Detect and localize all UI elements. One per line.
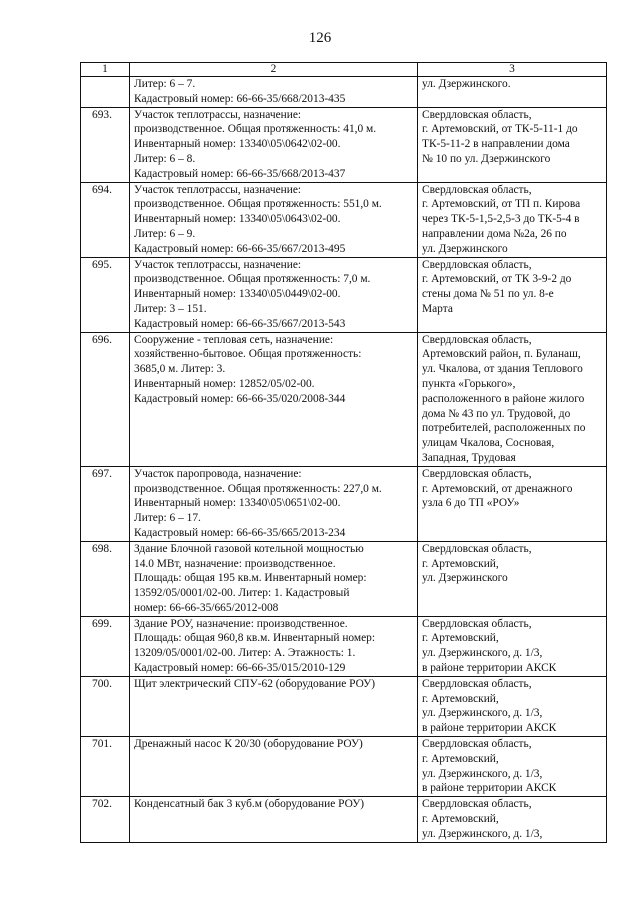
address-line: № 10 по ул. Дзержинского	[422, 152, 551, 165]
description-line: Литер: 6 – 8.	[134, 152, 196, 165]
column-header: 1	[81, 63, 130, 77]
description-line: Инвентарный номер: 13340\05\0449\02-00.	[134, 288, 341, 301]
address-line: в районе территории АКСК	[422, 782, 557, 795]
row-number: 699.	[81, 616, 130, 676]
address-line: потребителей, расположенных по	[422, 422, 586, 435]
description-line: хозяйственно-бытовое. Общая протяженность:	[134, 348, 362, 361]
address-line: Артемовский район, п. Буланаш,	[422, 348, 581, 361]
description-line: Инвентарный номер: 13340\05\0651\02-00.	[134, 497, 341, 510]
description-line: Литер: 6 – 17.	[134, 512, 201, 525]
description-line: Участок теплотрассы, назначение:	[134, 108, 302, 121]
table-row	[81, 541, 607, 616]
address-line: улицам Чкалова, Сосновая,	[422, 437, 555, 450]
address-line: через ТК-5-1,5-2,5-3 до ТК-5-4 в	[422, 213, 580, 226]
description-line: Кадастровый номер: 66-66-35/665/2013-234	[134, 526, 346, 539]
object-address	[418, 107, 607, 182]
object-address	[418, 676, 607, 736]
description-line: Литер: 6 – 9.	[134, 227, 196, 240]
object-address	[418, 797, 607, 842]
address-line: г. Артемовский,	[422, 813, 499, 826]
property-table	[80, 62, 607, 843]
description-line: Участок паропровода, назначение:	[134, 467, 302, 480]
address-line: направлении дома №2а, 26 по	[422, 227, 567, 240]
address-line: узла 6 до ТП «РОУ»	[422, 497, 520, 510]
description-line: Площадь: общая 960,8 кв.м. Инвентарный номер:	[134, 632, 376, 645]
address-line: ул. Дзержинского, д. 1/3,	[422, 767, 543, 780]
table-row	[81, 107, 607, 182]
address-line: Свердловская область,	[422, 542, 532, 555]
table-row	[81, 332, 607, 466]
row-number	[81, 77, 130, 108]
address-line: Марта	[422, 302, 453, 315]
object-description	[130, 676, 418, 736]
object-address	[418, 332, 607, 466]
address-line: г. Артемовский,	[422, 632, 499, 645]
table-row	[81, 257, 607, 332]
object-address	[418, 182, 607, 257]
table-row	[81, 77, 607, 108]
description-line: производственное. Общая протяженность: 7,0 м.	[134, 273, 371, 286]
address-line: г. Артемовский, от ТК 3-9-2 до	[422, 273, 572, 286]
row-number: 698.	[81, 541, 130, 616]
object-description	[130, 332, 418, 466]
description-line: Инвентарный номер: 13340\05\0643\02-00.	[134, 213, 341, 226]
object-description	[130, 541, 418, 616]
row-number: 697.	[81, 466, 130, 541]
address-line: Свердловская область,	[422, 467, 532, 480]
row-number: 695.	[81, 257, 130, 332]
address-line: стены дома № 51 по ул. 8-е	[422, 288, 554, 301]
address-line: г. Артемовский, от ТК-5-11-1 до	[422, 123, 578, 136]
address-line: ул. Дзержинского, д. 1/3,	[422, 647, 543, 660]
description-line: производственное. Общая протяженность: 551,0 м.	[134, 198, 382, 211]
description-line: Щит электрический СПУ-62 (оборудование РОУ)	[134, 677, 376, 690]
description-line: Кадастровый номер: 66-66-35/020/2008-344	[134, 392, 346, 405]
table-row	[81, 676, 607, 736]
address-line: ул. Дзержинского.	[422, 78, 511, 90]
address-line: Западная, Трудовая	[422, 451, 516, 464]
address-line: Свердловская область,	[422, 108, 532, 121]
column-header: 3	[418, 63, 607, 77]
address-line: ТК-5-11-2 в направлении дома	[422, 138, 570, 151]
object-address	[418, 541, 607, 616]
address-line: г. Артемовский, от ТП п. Кирова	[422, 198, 581, 211]
description-line: Литер: 3 – 151.	[134, 302, 207, 315]
row-number: 700.	[81, 676, 130, 736]
description-line: номер: 66-66-35/665/2012-008	[134, 601, 279, 614]
description-line: Участок теплотрассы, назначение:	[134, 258, 302, 271]
description-line: производственное. Общая протяженность: 41,0 м.	[134, 123, 377, 136]
object-description	[130, 257, 418, 332]
object-address	[418, 616, 607, 676]
address-line: в районе территории АКСК	[422, 722, 557, 735]
address-line: Свердловская область,	[422, 738, 532, 751]
description-line: Инвентарный номер: 12852/05/02-00.	[134, 377, 315, 390]
address-line: ул. Дзержинского	[422, 572, 508, 585]
description-line: Здание РОУ, назначение: производственное.	[134, 617, 348, 630]
address-line: ул. Дзержинского, д. 1/3,	[422, 707, 543, 720]
table-row	[81, 737, 607, 797]
table-row	[81, 182, 607, 257]
description-line: Участок теплотрассы, назначение:	[134, 183, 302, 196]
object-description	[130, 182, 418, 257]
address-line: Свердловская область,	[422, 258, 532, 271]
description-line: Кадастровый номер: 66-66-35/667/2013-495	[134, 242, 346, 255]
description-line: 13209/05/0001/02-00. Литер: А. Этажность: 1.	[134, 647, 356, 660]
description-line: 3685,0 м. Литер: 3.	[134, 363, 226, 376]
address-line: г. Артемовский, от дренажного	[422, 482, 573, 495]
address-line: Свердловская область,	[422, 677, 532, 690]
address-line: ул. Дзержинского	[422, 242, 508, 255]
row-number: 702.	[81, 797, 130, 842]
description-line: Конденсатный бак 3 куб.м (оборудование РОУ)	[134, 798, 365, 811]
description-line: Инвентарный номер: 13340\05\0642\02-00.	[134, 138, 341, 151]
address-line: г. Артемовский,	[422, 692, 499, 705]
address-line: Свердловская область,	[422, 333, 532, 346]
object-description	[130, 77, 418, 108]
description-line: Дренажный насос К 20/30 (оборудование РОУ)	[134, 738, 363, 751]
address-line: Свердловская область,	[422, 183, 532, 196]
address-line: дома № 43 по ул. Трудовой, до	[422, 407, 571, 420]
description-line: 14.0 МВт, назначение: производственное.	[134, 557, 336, 570]
object-address	[418, 257, 607, 332]
object-description	[130, 616, 418, 676]
page-number: 126	[308, 30, 332, 46]
object-description	[130, 737, 418, 797]
row-number: 701.	[81, 737, 130, 797]
object-address	[418, 737, 607, 797]
object-description	[130, 466, 418, 541]
table-row	[81, 797, 607, 842]
address-line: пункта «Горького»,	[422, 377, 516, 390]
description-line: Площадь: общая 195 кв.м. Инвентарный номер:	[134, 572, 367, 585]
description-line: Здание Блочной газовой котельной мощностью	[134, 542, 364, 555]
address-line: ул. Дзержинского, д. 1/3,	[422, 827, 543, 840]
table-row	[81, 466, 607, 541]
row-number: 694.	[81, 182, 130, 257]
address-line: Свердловская область,	[422, 798, 532, 811]
address-line: г. Артемовский,	[422, 557, 499, 570]
column-header: 2	[130, 63, 418, 77]
object-address	[418, 77, 607, 108]
description-line: Кадастровый номер: 66-66-35/667/2013-543	[134, 317, 346, 330]
row-number: 696.	[81, 332, 130, 466]
address-line: Свердловская область,	[422, 617, 532, 630]
table-header-row	[81, 63, 607, 77]
object-address	[418, 466, 607, 541]
address-line: ул. Чкалова, от здания Теплового	[422, 363, 583, 376]
description-line: Кадастровый номер: 66-66-35/015/2010-129	[134, 662, 346, 675]
description-line: Литер: 6 – 7.	[134, 78, 196, 90]
address-line: г. Артемовский,	[422, 752, 499, 765]
address-line: в районе территории АКСК	[422, 662, 557, 675]
table-row	[81, 616, 607, 676]
description-line: Кадастровый номер: 66-66-35/668/2013-435	[134, 92, 346, 105]
object-description	[130, 107, 418, 182]
address-line: расположенного в районе жилого	[422, 392, 585, 405]
object-description	[130, 797, 418, 842]
description-line: Кадастровый номер: 66-66-35/668/2013-437	[134, 167, 346, 180]
description-line: Сооружение - тепловая сеть, назначение:	[134, 333, 334, 346]
description-line: производственное. Общая протяженность: 227,0 м.	[134, 482, 382, 495]
row-number: 693.	[81, 107, 130, 182]
description-line: 13592/05/0001/02-00. Литер: 1. Кадастровый	[134, 587, 350, 600]
